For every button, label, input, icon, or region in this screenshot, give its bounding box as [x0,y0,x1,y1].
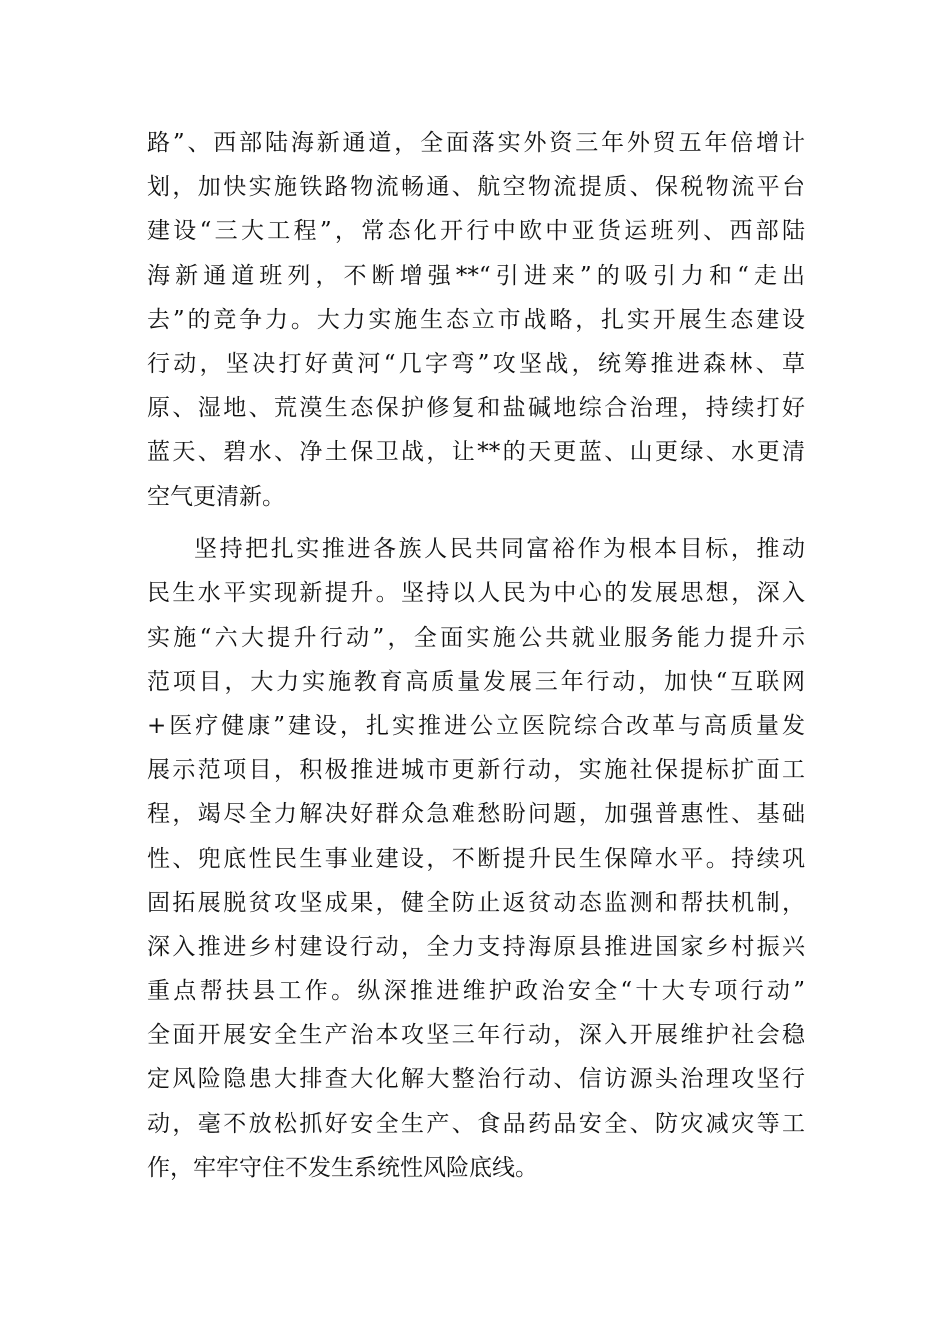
text-line: 行动，坚决打好黄河“几字弯”攻坚战，统筹推进森林、草 [147,350,805,377]
text-line: 空气更清新。 [147,483,285,510]
text-line: 全面开展安全生产治本攻坚三年行动，深入开展维护社会稳 [147,1022,805,1049]
text-line: 原、湿地、荒漠生态保护修复和盐碱地综合治理，持续打好 [147,395,805,422]
document-page [147,121,805,1190]
text-line: 固拓展脱贫攻坚成果，健全防止返贫动态监测和帮扶机制， [147,889,805,916]
text-line: 实施“六大提升行动”，全面实施公共就业服务能力提升示 [147,624,805,651]
text-line: 展示范项目，积极推进城市更新行动，实施社保提标扩面工 [147,757,805,784]
text-line: 定风险隐患大排查大化解大整治行动、信访源头治理攻坚行 [147,1066,805,1093]
text-line: 深入推进乡村建设行动，全力支持海原县推进国家乡村振兴 [147,933,805,960]
text-line: +医疗健康”建设，扎实推进公立医院综合改革与高质量发 [147,712,805,739]
text-line: 性、兜底性民生事业建设，不断提升民生保障水平。持续巩 [147,845,805,872]
paragraph-1 [147,121,805,519]
text-line: 海新通道班列，不断增强**“引进来”的吸引力和“走出 [147,262,805,289]
paragraph-2 [147,527,805,1190]
text-line: 程，竭尽全力解决好群众急难愁盼问题，加强普惠性、基础 [147,801,805,828]
text-line: 路”、西部陆海新通道，全面落实外资三年外贸五年倍增计 [147,130,805,156]
text-line: 划，加快实施铁路物流畅通、航空物流提质、保税物流平台 [147,174,805,201]
text-line: 去”的竞争力。大力实施生态立市战略，扎实开展生态建设 [147,306,805,333]
text-line: 范项目，大力实施教育高质量发展三年行动，加快“互联网 [147,668,805,695]
text-line: 坚持把扎实推进各族人民共同富裕作为根本目标，推动 [194,536,805,563]
text-line: 建设“三大工程”，常态化开行中欧中亚货运班列、西部陆 [147,218,805,245]
text-line: 作，牢牢守住不发生系统性风险底线。 [147,1154,538,1181]
text-line: 动，毫不放松抓好安全生产、食品药品安全、防灾减灾等工 [147,1110,805,1137]
text-line: 重点帮扶县工作。纵深推进维护政治安全“十大专项行动” [147,978,805,1005]
text-line: 蓝天、碧水、净土保卫战，让**的天更蓝、山更绿、水更清 [147,439,805,466]
text-line: 民生水平实现新提升。坚持以人民为中心的发展思想，深入 [147,580,805,607]
